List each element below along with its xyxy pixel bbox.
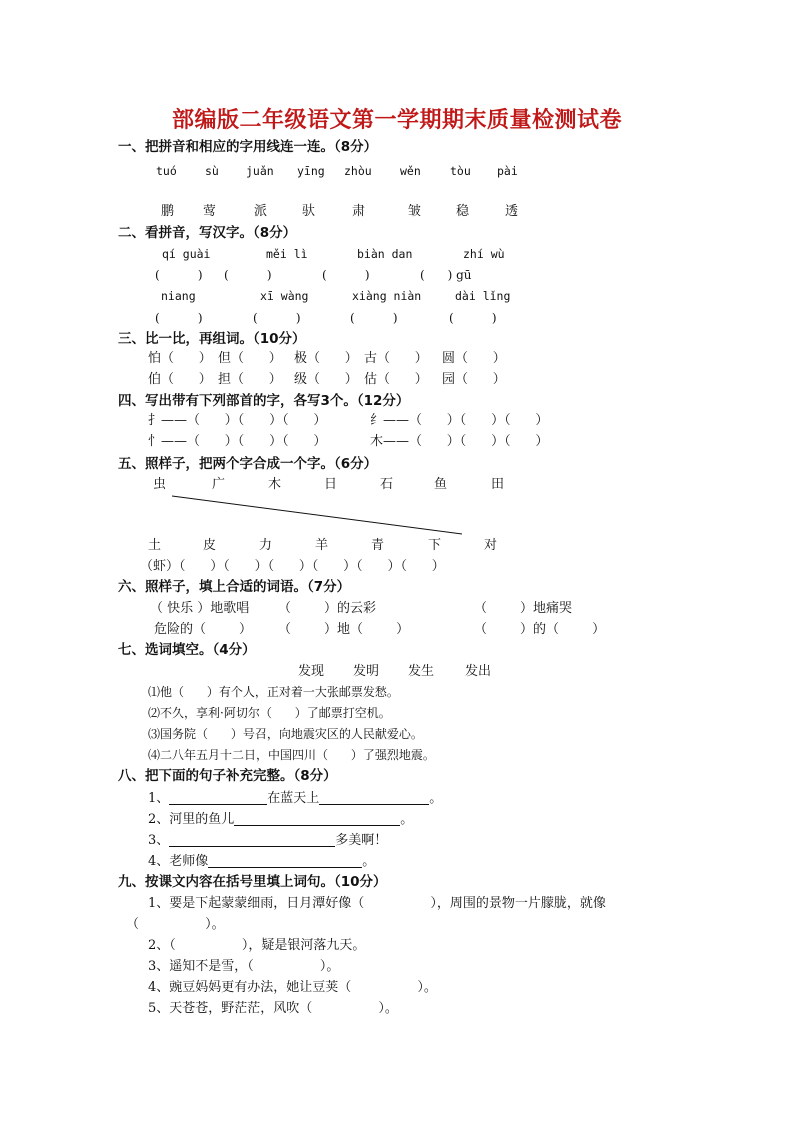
- s3-word-4: 古（ ）: [364, 351, 428, 366]
- s3-word-7: 担（ ）: [218, 372, 282, 387]
- s2-pinyin-1: qí guài: [162, 247, 211, 261]
- s5-bottom-3: 力: [259, 538, 273, 553]
- section-3-heading: 三、比一比，再组词。（10分）: [118, 331, 306, 347]
- char-7: 稳: [456, 204, 470, 219]
- section-1-heading: 一、把拼音和相应的字用线连一连。（8分）: [118, 139, 378, 155]
- s9-item-1a: 1、要是下起蒙蒙细雨，日月潭好像（ ），周围的景物一片朦胧，就像: [148, 896, 606, 911]
- s5-bottom-4: 羊: [315, 538, 329, 553]
- s5-top-5: 石: [380, 477, 394, 492]
- pinyin-3: juǎn: [246, 164, 274, 178]
- s2-pinyin-2: měi lì: [266, 247, 308, 261]
- s4-radical-4: 木——（ ）（ ）（ ）: [370, 434, 549, 449]
- s5-bottom-1: 土: [148, 538, 162, 553]
- s4-radical-1: 扌——（ ）（ ）（ ）: [148, 413, 327, 428]
- s8-item-4-text: 老师像: [169, 854, 209, 869]
- s3-word-1: 怕（ ）: [148, 351, 212, 366]
- s5-top-1: 虫: [153, 477, 167, 492]
- s5-top-7: 田: [491, 477, 505, 492]
- s8-item-3: [148, 834, 387, 847]
- section-7-heading: 七、选词填空。（4分）: [118, 642, 256, 658]
- s5-top-2: 广: [212, 477, 226, 492]
- s3-word-9: 估（ ）: [364, 372, 428, 387]
- section-5-heading: 五、照样子，把两个字合成一个字。（6分）: [118, 456, 378, 472]
- s7-item-4: ⑷二八年五月十二日，中国四川（ ）了强烈地震。: [148, 748, 435, 762]
- s8-item-4-end: 。: [362, 854, 376, 869]
- s3-word-3: 极（ ）: [294, 351, 358, 366]
- s8-item-1-number: 1、: [148, 791, 170, 806]
- s2-bracket-3: ( ): [322, 268, 370, 282]
- s2-pinyin-3: biàn dan: [357, 247, 413, 261]
- s6-item-1: （ 快乐 ）地歌唱: [150, 601, 250, 616]
- char-8: 透: [505, 204, 519, 219]
- s4-radical-3: 忄——（ ）（ ）（ ）: [148, 434, 327, 449]
- s6-item-3: （ ）地痛哭: [474, 601, 573, 616]
- char-3: 派: [254, 204, 268, 219]
- s2-bracket-7: ( ): [350, 311, 398, 325]
- pinyin-4: yīng: [297, 164, 325, 178]
- section-2-heading: 二、看拼音，写汉字。（8分）: [118, 225, 297, 241]
- s8-item-1-end: 。: [429, 791, 443, 806]
- s3-word-5: 圆（ ）: [442, 351, 506, 366]
- s7-word-1: 发现: [298, 664, 325, 679]
- s5-bottom-2: 皮: [203, 538, 217, 553]
- pinyin-8: pài: [497, 164, 518, 178]
- s8-item-1: [148, 792, 442, 805]
- section-4-heading: 四、写出带有下列部首的字，各写3个。（12分）: [118, 393, 410, 409]
- s2-bracket-8: ( ): [449, 311, 497, 325]
- s2-pinyin-5: niang: [161, 289, 196, 303]
- s3-word-10: 园（ ）: [442, 372, 506, 387]
- s2-bracket-1: ( ): [155, 268, 203, 282]
- char-2: 莺: [203, 204, 217, 219]
- s8-item-2-text: 河里的鱼儿: [169, 812, 235, 827]
- s8-item-2-number: 2、: [148, 812, 170, 827]
- blank-line: [234, 813, 400, 826]
- pinyin-5: zhòu: [344, 164, 372, 178]
- char-5: 肃: [352, 204, 366, 219]
- s7-word-2: 发明: [353, 664, 380, 679]
- s9-item-2: 2、（ ），疑是银河落九天。: [148, 938, 366, 953]
- blank-line: [319, 792, 429, 805]
- s5-bottom-6: 下: [428, 538, 442, 553]
- s2-pinyin-7: xiàng niàn: [352, 289, 422, 303]
- pinyin-1: tuó: [156, 164, 177, 178]
- s7-item-1: ⑴他（ ）有个人，正对着一大张邮票发愁。: [148, 685, 399, 699]
- s7-item-3: ⑶国务院（ ）号召，向地震灾区的人民献爱心。: [148, 727, 423, 741]
- s2-pinyin-8: dài lǐng: [455, 289, 511, 303]
- s6-item-4: 危险的（ ）: [154, 622, 253, 637]
- s3-word-8: 级（ ）: [294, 372, 358, 387]
- s2-bracket-6: ( ): [253, 311, 301, 325]
- s9-item-3: 3、遥知不是雪，（ ）。: [148, 959, 340, 974]
- s8-item-2-end: 。: [400, 812, 414, 827]
- char-4: 驮: [302, 204, 316, 219]
- s3-word-6: 伯（ ）: [148, 372, 212, 387]
- pinyin-2: sù: [205, 164, 219, 178]
- s9-item-1b: （ ）。: [126, 917, 225, 932]
- s2-bracket-5: ( ): [155, 311, 203, 325]
- char-1: 鹏: [161, 204, 175, 219]
- section-9-heading: 九、按课文内容在括号里填上词句。（10分）: [118, 874, 387, 890]
- s6-item-6: （ ）的（ ）: [474, 622, 606, 637]
- s8-item-3-end: 多美啊！: [335, 833, 388, 848]
- s8-item-4-number: 4、: [148, 854, 170, 869]
- s8-item-4: [148, 855, 375, 868]
- s6-item-5: （ ）地（ ）: [278, 622, 410, 637]
- s2-pinyin-6: xī wàng: [260, 289, 309, 303]
- s5-top-3: 木: [268, 477, 282, 492]
- char-6: 皱: [408, 204, 422, 219]
- section-8-heading: 八、把下面的句子补充完整。（8分）: [118, 768, 337, 784]
- s9-item-5: 5、天苍苍，野茫茫，风吹（ ）。: [148, 1001, 398, 1016]
- s7-word-4: 发出: [465, 664, 492, 679]
- s6-item-2: （ ）的云彩: [278, 601, 377, 616]
- s3-word-2: 但（ ）: [218, 351, 282, 366]
- s5-bottom-7: 对: [484, 538, 498, 553]
- blank-line: [169, 834, 335, 847]
- blank-line: [169, 792, 267, 805]
- s5-answers: （虾）（ ）（ ）（ ）（ ）（ ）（ ）: [140, 559, 445, 574]
- s8-item-3-number: 3、: [148, 833, 170, 848]
- pinyin-7: tòu: [450, 164, 471, 178]
- s2-bracket-2: ( ): [224, 268, 272, 282]
- s5-bottom-5: 青: [371, 538, 385, 553]
- s7-word-3: 发生: [408, 664, 435, 679]
- s5-top-6: 鱼: [434, 477, 448, 492]
- s8-item-2: [148, 813, 413, 826]
- s4-radical-2: 纟——（ ）（ ）（ ）: [370, 413, 549, 428]
- section-6-heading: 六、照样子，填上合适的词语。（7分）: [118, 579, 351, 595]
- s5-top-4: 日: [324, 477, 338, 492]
- s2-pinyin-4: zhí wù: [463, 247, 505, 261]
- s2-bracket-4: ( ) gū: [420, 268, 472, 282]
- blank-line: [208, 855, 362, 868]
- page-title: 部编版二年级语文第一学期期末质量检测试卷: [171, 108, 622, 133]
- s9-item-4: 4、豌豆妈妈更有办法，她让豆荚（ ）。: [148, 980, 437, 995]
- pinyin-6: wěn: [400, 164, 421, 178]
- s7-item-2: ⑵不久，享利·阿切尔（ ）了邮票打空机。: [148, 706, 391, 720]
- s8-item-1-text: 在蓝天上: [267, 791, 320, 806]
